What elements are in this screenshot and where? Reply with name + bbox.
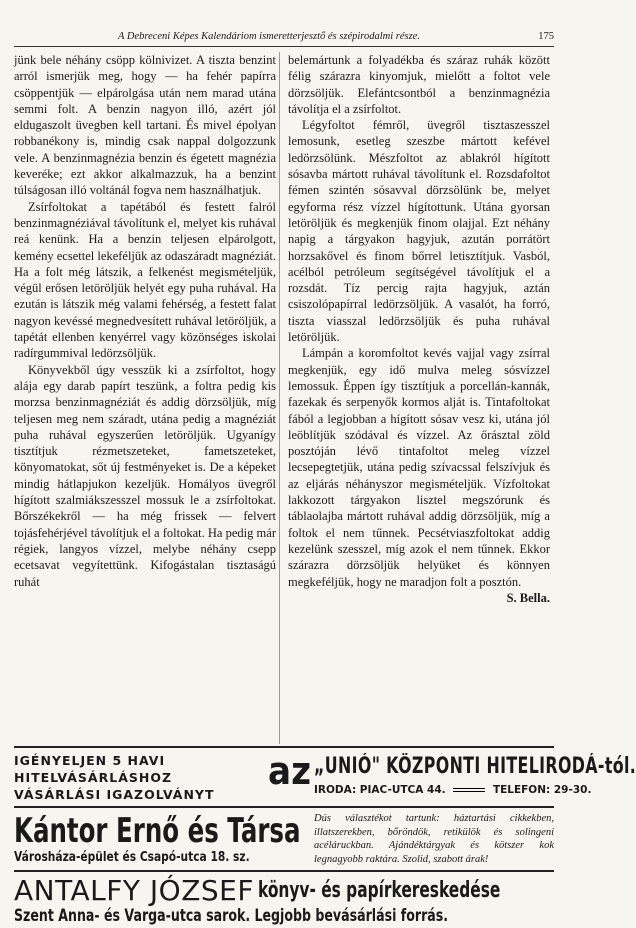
separator-rule bbox=[453, 788, 485, 792]
ad-office-address: IRODA: PIAC-UTCA 44. bbox=[314, 784, 446, 796]
ad-hiteliroda-address bbox=[314, 784, 591, 796]
ad-kantor-name: Kántor Ernő és Társa bbox=[14, 811, 301, 851]
ad-hiteliroda bbox=[14, 748, 636, 806]
page-number: 175 bbox=[538, 31, 554, 42]
running-header bbox=[14, 30, 554, 44]
right-paragraph-1: belemártunk a folyadékba és száraz ruhák között félig szárazra kinyomjuk, mielőtt a foltot vele dörzsöljük. Elefántcsontból a benzinmagnézia távolítja el a zsírfoltot. bbox=[288, 53, 550, 116]
ad-antalfy-tagline: könyv- és papírkereskedése bbox=[258, 878, 501, 903]
running-title: A Debreceni Képes Kalendáriom ismeretterjesztő és szépirodalmi része. bbox=[118, 31, 420, 42]
ad-kantor bbox=[14, 808, 554, 870]
ad-line-2: HITELVÁSÁRLÁSHOZ bbox=[14, 770, 173, 785]
ad-kantor-address: Városháza-épület és Csapó-utca 18. sz. bbox=[14, 850, 250, 865]
ad-kantor-text: Dús választékot tartunk: háztartási cikkekben, illatszerekben, bőröndök, retikülök és solingeni acéláruckban. Ajándéktárgyak és kötszer kok legnagyobb raktára. Szolid, szabott árak! bbox=[314, 813, 554, 865]
left-paragraph-2: Zsírfoltokat a tapétából és festett falról benzinmagnéziával távolítunk el, melyet kis ruhával reá kenünk. Ha a benzin teljesen elpárolgott, kemény ecsettel lekeféljük az odaszáradt magnéziát. Ha a folt még látszik, a felkenést megismételjük, végül erősen letöröljük helyét egy puha ruhával. Ha ezután is látszik még valami fehérség, a festett falat nagyon kevéssé megnedvesített ruhával letöröljük, a tapétát ellenben kenyérrel vagy közönséges iskolai radírgummival ledörzsöljük. bbox=[14, 199, 276, 361]
right-paragraph-2: Légyfoltot fémről, üvegről tisztaszesszel lemosunk, esetleg szeszbe mártott kefével ledörzsölünk. Mészfoltot az ablakról hígított sósavba mártott ruhával távolítunk el. Rozsdafoltot fémen szintén sósavval dörzsölünk be, melyet egyforma rész vízzel hígítottunk. Utána gyorsan letöröljük és megkenjük finom olajjal. Ezt néhány napig a tárgyakon hagyjuk, azután porrátört horzsakővel és finom bőrrel letisztítjuk. Vasból, acélból petróleum segítségével távolítjuk el a rozsdát. Tíz percig rajta hagyjuk, aztán csiszolópapírral ledörzsöljük. A vasalót, ha forró, tiszta viasszal ledörzsöljük és puha ruhával letöröljük. bbox=[288, 118, 550, 345]
ad-antalfy-name: ANTALFY JÓZSEF bbox=[14, 874, 254, 907]
right-column bbox=[288, 52, 550, 606]
left-paragraph-1: jünk bele néhány csöpp kölnivizet. A tiszta benzint arról ismerjük meg, hogy — ha fehér papírra csöppentjük — elpárolgása után nem marad utána semmi folt. A benzin nagyon illó, azért jól eldugaszolt üvegben kell tartani. És mivel épolyan robbanékony is, mindig csak nappal dolgozzunk vele. A benzinmagnézia benzin és égetett magnézia keveréke; ezt akkor alkalmazzuk, ha a benzint túlságosan illó voltánál fogva nem használhatjuk. bbox=[14, 53, 276, 198]
ad-line-1: IGÉNYELJEN 5 HAVI bbox=[14, 753, 166, 768]
left-paragraph-3: Könyvekből úgy vesszük ki a zsírfoltot, hogy alája egy darab papírt teszünk, a foltra pedig kis morzsa benzinmagnéziát és addig dörzsöljük, míg teljesen meg nem száradt, utána pedig a magnéziát puha ruhával egyszerűen letöröljük. Ugyanígy tisztítjuk rézmetszeteket, fametszeteket, könyomatokat, sőt új festményeket is. De a képeket mindig hátlapjukon kezeljük. Homályos üvegről hígított szalmiákszesszel mossuk le a zsírfoltokat. Bőrszékekről — ha még frissek — felvert tojásfehérjével távolítjuk el a foltokat. Ha pedig már régiek, langyos vízzel, melybe néhány csepp ecetsavat vegyítettünk. Kifogástalan tisztaságú ruhát bbox=[14, 362, 276, 589]
right-paragraph-3: Lámpán a koromfoltot kevés vajjal vagy zsírral megkenjük, egy idő mulva meleg sósvízzel lemossuk. Éppen így tisztítjuk a porcellán-kannák, fazekak és serpenyők kormos alját is. Tintafoltokat fából a legjobban a hígított sósav vesz ki, utána jól leöblítjük szódával és vízzel. Az őrásztal zöld posztóján lévő tintafoltot meleg vízzel lecsepegtetjük, utána pedig szívacssal felszívjuk és az eljárás néhányszor megismételjük. Vízfoltokat lakkozott tárgyakon lisztel megszórunk és táblaolajba mártott ruhával addig dörzsöljük, míg a foltok el nem tűnnek. Pecsétviaszfoltokat addig kezelünk szesszel, míg azok el nem tűnnek. Ekkor szárazra dörzsöljük helyüket és könnyen megkeféljük, hogy ne maradjon folt a posztón. bbox=[288, 346, 550, 589]
left-column bbox=[14, 52, 276, 590]
ad-antalfy bbox=[14, 872, 554, 928]
ad-line-3: VÁSÁRLÁSI IGAZOLVÁNYT bbox=[14, 787, 215, 802]
ad-az-word: az bbox=[268, 749, 311, 793]
advertisements bbox=[14, 746, 636, 928]
ad-hiteliroda-claim bbox=[14, 752, 264, 803]
author-signature: S. Bella. bbox=[506, 590, 550, 605]
ad-hiteliroda-headline: „UNIÓ" KÖZPONTI HITELIRODÁ-tól. bbox=[314, 754, 636, 779]
ad-phone: TELEFON: 29-30. bbox=[492, 784, 592, 796]
header-rule bbox=[14, 46, 554, 47]
column-divider bbox=[279, 52, 280, 744]
ad-antalfy-line: Szent Anna- és Varga-utca sarok. Legjobb bevásárlási forrás. bbox=[14, 906, 449, 926]
